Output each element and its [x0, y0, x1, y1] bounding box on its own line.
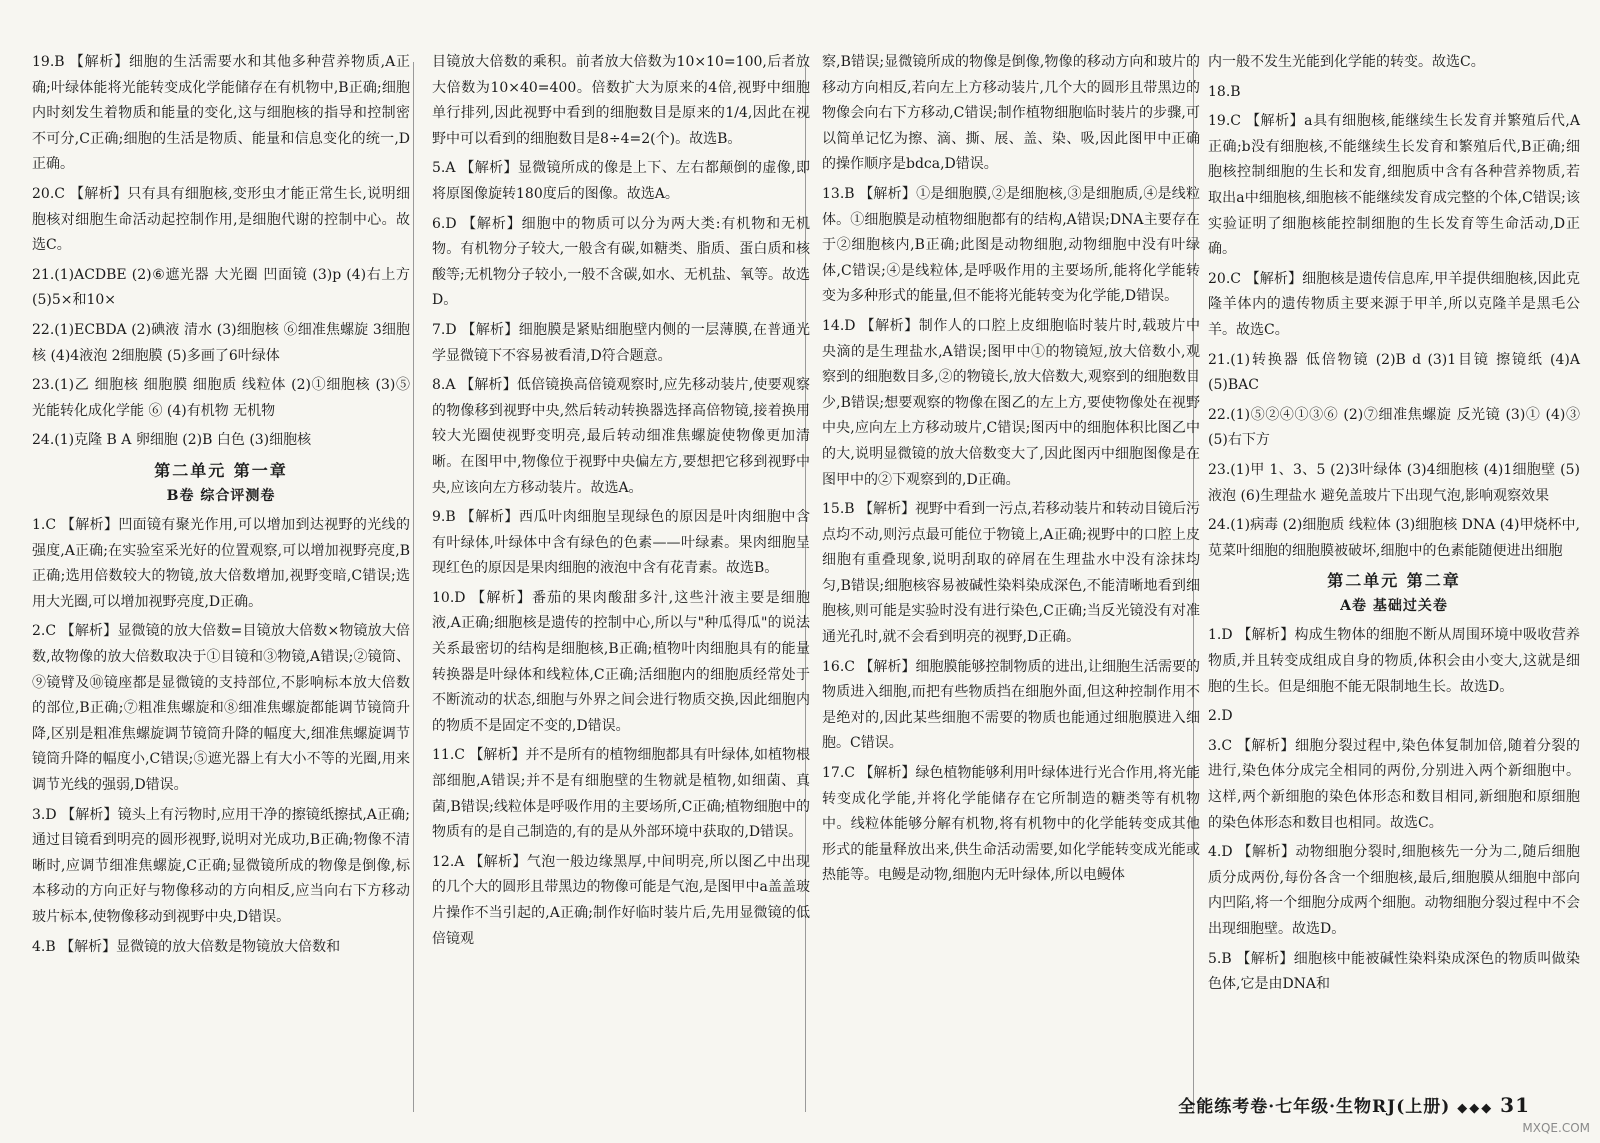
column-divider [413, 62, 414, 1112]
answer-item: 11.C 【解析】并不是所有的植物细胞都具有叶绿体,如植物根部细胞,A错误;并不是有细胞壁的生物就是植物,如细菌、真菌,B错误;线粒体是呼吸作用的主要场所,C正确;植物细胞中的物质有的是自己制造的,有的是从外部环境中获取的,D错误。 [432, 747, 810, 841]
answer-item: 1.D 【解析】构成生物体的细胞不断从周围环境中吸收营养物质,并且转变成组成自身的物质,体积会由小变大,这就是细胞的生长。但是细胞不能无限制地生长。故选D。 [1208, 627, 1580, 695]
answer-item: 16.C 【解析】细胞膜能够控制物质的进出,让细胞生活需要的物质进入细胞,而把有些物质挡在细胞外面,但这种控制作用不是绝对的,因此某些细胞不需要的物质也能通过细胞膜进入细胞。C错误。 [822, 658, 1200, 752]
answer-item: 内一般不发生光能到化学能的转变。故选C。 [1208, 54, 1485, 70]
answer-item: 20.C 【解析】细胞核是遗传信息库,甲羊提供细胞核,因此克隆羊体内的遗传物质主要来源于甲羊,所以克隆羊是黑毛公羊。故选C。 [1208, 270, 1580, 338]
answer-item: 24.(1)克隆 B A 卵细胞 (2)B 白色 (3)细胞核 [32, 432, 312, 449]
section-heading: 第二单元 第一章 [154, 460, 288, 480]
answer-item: 19.C 【解析】a具有细胞核,能继续生长发育并繁殖后代,A正确;b没有细胞核,不能继续生长发育和繁殖后代,B正确;细胞核控制细胞的生长和发育,细胞质中含有各种营养物质,若取出a中细胞核,细胞核不能继续发育成完整的个体,C错误;该实验证明了细胞核能控制细胞的生长发育等生命活动,D正确。 [1208, 113, 1580, 258]
answer-item: 4.D 【解析】动物细胞分裂时,细胞核先一分为二,随后细胞质分成两份,每份各含一个细胞核,最后,细胞膜从细胞中部向内凹陷,将一个细胞分成两个细胞。动物细胞分裂过程中不会出现细胞壁。故选D。 [1208, 844, 1580, 937]
column-4 [1208, 50, 1580, 1002]
diamond-icons: ◆◆◆ [1457, 1101, 1494, 1116]
answer-item: 目镜放大倍数的乘积。前者放大倍数为10×10=100,后者放大倍数为10×40=400。倍数扩大为原来的4倍,视野中细胞单行排列,因此视野中看到的细胞数目是原来的1/4,因此在视野中可以看到的细胞数目是8÷4=2(个)。故选B。 [432, 54, 810, 147]
answer-item: 7.D 【解析】细胞膜是紧贴细胞壁内侧的一层薄膜,在普通光学显微镜下不容易被看清,D符合题意。 [432, 321, 810, 364]
section-subheading: B卷 综合评测卷 [166, 487, 276, 504]
book-title: 全能练考卷·七年级·生物RJ(上册) [1178, 1097, 1451, 1117]
answer-item: 18.B [1208, 83, 1241, 100]
answer-item: 23.(1)甲 1、3、5 (2)3叶绿体 (3)4细胞核 (4)1细胞壁 (5)液泡 (6)生理盐水 避免盖玻片下出现气泡,影响观察效果 [1208, 461, 1580, 504]
answer-item: 21.(1)ACDBE (2)⑥遮光器 大光圈 凹面镜 (3)p (4)右上方 (5)5×和10× [32, 266, 410, 309]
answer-item: 2.C 【解析】显微镜的放大倍数=目镜放大倍数×物镜放大倍数,故物像的放大倍数取决于①目镜和③物镜,A错误;②镜筒、⑨镜臂及⑩镜座都是显微镜的支持部位,不影响标本放大倍数的部位,B正确;⑦粗准焦螺旋和⑧细准焦螺旋都能调节镜筒升降,区别是粗准焦螺旋调节镜筒升降的幅度大,细准焦螺旋调节镜筒升降的幅度小,C错误;⑤遮光器上有大小不等的光圈,用来调节光线的强弱,D错误。 [32, 623, 410, 794]
answer-item: 3.C 【解析】细胞分裂过程中,染色体复制加倍,随着分裂的进行,染色体分成完全相同的两份,分别进入两个新细胞中。这样,两个新细胞的染色体形态和数目相同,新细胞和原细胞的染色体形态和数目也相同。故选C。 [1208, 737, 1580, 831]
answer-item: 20.C 【解析】只有具有细胞核,变形虫才能正常生长,说明细胞核对细胞生命活动起控制作用,是细胞代谢的控制中心。故选C。 [32, 185, 410, 254]
answer-item: 14.D 【解析】制作人的口腔上皮细胞临时装片时,载玻片中央滴的是生理盐水,A错误;图甲中①的物镜短,放大倍数小,观察到的细胞数目多,②的物镜长,放大倍数大,观察到的细胞数目少,B错误;想要观察的物像在图乙的左上方,要使物像处在视野中央,应向左上方移动玻片,C错误;图丙中的细胞体积比图乙中的大,说明显微镜的放大倍数变大了,因此图丙中细胞图像是在图甲中的②下观察到的,D正确。 [822, 317, 1200, 488]
site-watermark: MXQE.COM [1522, 1121, 1590, 1135]
answer-item: 6.D 【解析】细胞中的物质可以分为两大类:有机物和无机物。有机物分子较大,一般含有碳,如糖类、脂质、蛋白质和核酸等;无机物分子较小,一般不含碳,如水、无机盐、氧等。故选D。 [432, 215, 810, 309]
answer-item: 察,B错误;显微镜所成的物像是倒像,物像的移动方向和玻片的移动方向相反,若向左上方移动装片,几个大的圆形且带黑边的物像会向右下方移动,C错误;制作植物细胞临时装片的步骤,可以简单记忆为擦、滴、撕、展、盖、染、吸,因此图甲中正确的操作顺序是bdca,D错误。 [822, 54, 1200, 173]
answer-item: 15.B 【解析】视野中看到一污点,若移动装片和转动目镜后污点均不动,则污点最可能位于物镜上,A正确;视野中的口腔上皮细胞有重叠现象,说明刮取的碎屑在生理盐水中没有涂抹均匀,B错误;细胞核容易被碱性染料染成深色,不能清晰地看到细胞核,则可能是实验时没有进行染色,C正确;当反光镜没有对准通光孔时,就不会看到明亮的视野,D正确。 [822, 501, 1200, 646]
answer-item: 22.(1)ECBDA (2)碘液 清水 (3)细胞核 ⑥细准焦螺旋 3细胞核 (4)4液泡 2细胞膜 (5)多画了6叶绿体 [32, 321, 410, 364]
answer-item: 19.B 【解析】细胞的生活需要水和其他多种营养物质,A正确;叶绿体能将光能转变成化学能储存在有机物中,B正确;细胞内时刻发生着物质和能量的变化,这与细胞核的指导和控制密不可分,C正确;细胞的生活是物质、能量和信息变化的统一,D正确。 [32, 54, 410, 173]
answer-item: 3.D 【解析】镜头上有污物时,应用干净的擦镜纸擦拭,A正确;通过目镜看到明亮的圆形视野,说明对光成功,B正确;物像不清晰时,应调节细准焦螺旋,C正确;显微镜所成的物像是倒像,标本移动的方向正好与物像移动的方向相反,应当向右下方移动玻片标本,使物像移动到视野中央,D错误。 [32, 806, 410, 925]
answer-item: 10.D 【解析】番茄的果肉酸甜多汁,这些汁液主要是细胞液,A正确;细胞核是遗传的控制中心,所以与"种瓜得瓜"的说法关系最密切的结构是细胞核,B正确;植物叶肉细胞具有的能量转换器是叶绿体和线粒体,C正确;活细胞内的细胞质经常处于不断流动的状态,细胞与外界之间会进行物质交换,因此细胞内的物质不是固定不变的,D错误。 [432, 589, 810, 734]
answer-item: 17.C 【解析】绿色植物能够利用叶绿体进行光合作用,将光能转变成化学能,并将化学能储存在它所制造的糖类等有机物中。线粒体能够分解有机物,将有机物中的化学能转变成其他形式的能量释放出来,供生命活动需要,如化学能转变成光能或热能等。电鳗是动物,细胞内无叶绿体,所以电鳗体 [822, 765, 1200, 884]
answer-item: 1.C 【解析】凹面镜有聚光作用,可以增加到达视野的光线的强度,A正确;在实验室采光好的位置观察,可以增加视野亮度,B正确;选用倍数较大的物镜,放大倍数增加,视野变暗,C错误;选用大光圈,可以增加视野亮度,D正确。 [32, 517, 410, 610]
answer-item: 5.B 【解析】细胞核中能被碱性染料染成深色的物质叫做染色体,它是由DNA和 [1208, 950, 1580, 993]
answer-item: 12.A 【解析】气泡一般边缘黑厚,中间明亮,所以图乙中出现的几个大的圆形且带黑边的物像可能是气泡,是图甲中a盖盖玻片操作不当引起的,A正确;制作好临时装片后,先用显微镜的低倍镜观 [432, 853, 810, 947]
answer-item: 2.D [1208, 708, 1233, 725]
section-heading: 第二单元 第二章 [1327, 571, 1461, 591]
answer-item: 23.(1)乙 细胞核 细胞膜 细胞质 线粒体 (2)①细胞核 (3)⑤ 光能转化成化学能 ⑥ (4)有机物 无机物 [32, 377, 410, 419]
answer-item: 22.(1)⑤②④①③⑥ (2)⑦细准焦螺旋 反光镜 (3)① (4)③ (5)右下方 [1208, 406, 1580, 449]
answer-item: 4.B 【解析】显微镜的放大倍数是物镜放大倍数和 [32, 938, 341, 955]
page-number: 31 [1500, 1093, 1530, 1117]
section-subheading: A卷 基础过关卷 [1340, 597, 1448, 614]
answer-item: 24.(1)病毒 (2)细胞质 线粒体 (3)细胞核 DNA (4)甲烧杯中,苋菜叶细胞的细胞膜被破坏,细胞中的色素能随便进出细胞 [1208, 517, 1580, 559]
column-2 [432, 50, 810, 956]
page-footer [1178, 1092, 1530, 1117]
answer-item: 13.B 【解析】①是细胞膜,②是细胞核,③是细胞质,④是线粒体。①细胞膜是动植物细胞都有的结构,A错误;DNA主要存在于②细胞核内,B正确;此图是动物细胞,动物细胞中没有叶绿体,C错误;④是线粒体,是呼吸作用的主要场所,能将化学能转变为多种形式的能量,但不能将光能转变为化学能,D错误。 [822, 185, 1200, 305]
answer-item: 21.(1)转换器 低倍物镜 (2)B d (3)1目镜 擦镜纸 (4)A (5)BAC [1208, 351, 1580, 394]
answer-item: 5.A 【解析】显微镜所成的像是上下、左右都颠倒的虚像,即将原图像旋转180度后的图像。故选A。 [432, 160, 810, 202]
column-1 [32, 50, 410, 964]
column-3 [822, 50, 1200, 893]
answer-item: 8.A 【解析】低倍镜换高倍镜观察时,应先移动装片,使要观察的物像移到视野中央,然后转动转换器选择高倍物镜,接着换用较大光圈使视野变明亮,最后转动细准焦螺旋使物像更加清晰。在图甲中,物像位于视野中央偏左方,要想把它移到视野中央,应该向左方移动装片。故选A。 [432, 377, 810, 496]
answer-item: 9.B 【解析】西瓜叶肉细胞呈现绿色的原因是叶肉细胞中含有叶绿体,叶绿体中含有绿色的色素——叶绿素。果肉细胞呈现红色的原因是果肉细胞的液泡中含有花青素。故选B。 [432, 509, 810, 577]
